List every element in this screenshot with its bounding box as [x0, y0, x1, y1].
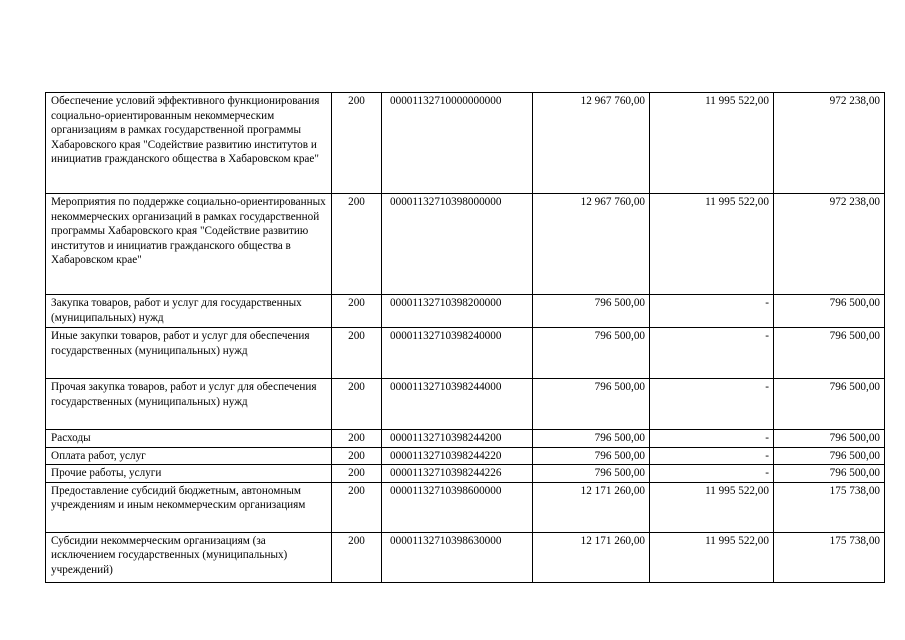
row-code: 200 [332, 532, 382, 582]
row-kbk: 00001132710398600000 [382, 482, 533, 532]
table-row [46, 482, 885, 532]
row-code: 200 [332, 194, 382, 295]
table-row [46, 447, 885, 465]
row-executed: - [650, 379, 774, 430]
row-name: Предоставление субсидий бюджетным, автономным учреждениям и иным некоммерческим организациям [46, 482, 332, 532]
row-code: 200 [332, 447, 382, 465]
table-row [46, 430, 885, 448]
row-executed: 11 995 522,00 [650, 532, 774, 582]
row-kbk: 00001132710398244220 [382, 447, 533, 465]
row-name: Расходы [46, 430, 332, 448]
row-code: 200 [332, 430, 382, 448]
row-executed: - [650, 465, 774, 483]
row-unexecuted: 175 738,00 [774, 532, 885, 582]
row-kbk: 00001132710398244226 [382, 465, 533, 483]
row-name: Оплата работ, услуг [46, 447, 332, 465]
table-row [46, 295, 885, 328]
row-code: 200 [332, 379, 382, 430]
table-row [46, 379, 885, 430]
row-name: Прочая закупка товаров, работ и услуг для обеспечения государственных (муниципальных) нужд [46, 379, 332, 430]
row-code: 200 [332, 93, 382, 194]
row-kbk: 00001132710398200000 [382, 295, 533, 328]
row-kbk: 00001132710398240000 [382, 328, 533, 379]
row-executed: - [650, 328, 774, 379]
row-executed: 11 995 522,00 [650, 482, 774, 532]
row-unexecuted: 796 500,00 [774, 379, 885, 430]
row-executed: 11 995 522,00 [650, 194, 774, 295]
row-approved: 12 171 260,00 [533, 482, 650, 532]
table-row [46, 532, 885, 582]
row-unexecuted: 796 500,00 [774, 465, 885, 483]
row-approved: 796 500,00 [533, 379, 650, 430]
row-executed: - [650, 447, 774, 465]
row-approved: 796 500,00 [533, 328, 650, 379]
table-row [46, 465, 885, 483]
row-kbk: 00001132710398630000 [382, 532, 533, 582]
row-kbk: 00001132710000000000 [382, 93, 533, 194]
row-approved: 796 500,00 [533, 295, 650, 328]
row-approved: 12 171 260,00 [533, 532, 650, 582]
row-approved: 796 500,00 [533, 465, 650, 483]
table-row [46, 328, 885, 379]
row-kbk: 00001132710398244000 [382, 379, 533, 430]
row-name: Закупка товаров, работ и услуг для государственных (муниципальных) нужд [46, 295, 332, 328]
row-kbk: 00001132710398244200 [382, 430, 533, 448]
row-approved: 12 967 760,00 [533, 93, 650, 194]
row-name: Мероприятия по поддержке социально-ориентированных некоммерческих организаций в рамках государственной программы Хабаровского края "Содействие развитию институтов и инициатив гражданского общества в Хабаровском крае" [46, 194, 332, 295]
row-unexecuted: 796 500,00 [774, 328, 885, 379]
row-unexecuted: 796 500,00 [774, 295, 885, 328]
row-executed: - [650, 430, 774, 448]
row-name: Обеспечение условий эффективного функционирования социально-ориентированным некоммерческим организациям в рамках государственной программы Хабаровского края "Содействие развитию институтов и инициатив гражданского общества в Хабаровском крае" [46, 93, 332, 194]
row-kbk: 00001132710398000000 [382, 194, 533, 295]
row-unexecuted: 175 738,00 [774, 482, 885, 532]
row-name: Прочие работы, услуги [46, 465, 332, 483]
table-row [46, 194, 885, 295]
row-unexecuted: 972 238,00 [774, 194, 885, 295]
row-name: Иные закупки товаров, работ и услуг для обеспечения государственных (муниципальных) нужд [46, 328, 332, 379]
table-row [46, 93, 885, 194]
row-unexecuted: 796 500,00 [774, 447, 885, 465]
row-code: 200 [332, 295, 382, 328]
row-code: 200 [332, 465, 382, 483]
row-approved: 12 967 760,00 [533, 194, 650, 295]
row-executed: 11 995 522,00 [650, 93, 774, 194]
row-executed: - [650, 295, 774, 328]
row-unexecuted: 972 238,00 [774, 93, 885, 194]
budget-execution-table [45, 92, 885, 583]
row-code: 200 [332, 482, 382, 532]
row-code: 200 [332, 328, 382, 379]
row-approved: 796 500,00 [533, 447, 650, 465]
row-approved: 796 500,00 [533, 430, 650, 448]
row-name: Субсидии некоммерческим организациям (за исключением государственных (муниципальных) учреждений) [46, 532, 332, 582]
row-unexecuted: 796 500,00 [774, 430, 885, 448]
